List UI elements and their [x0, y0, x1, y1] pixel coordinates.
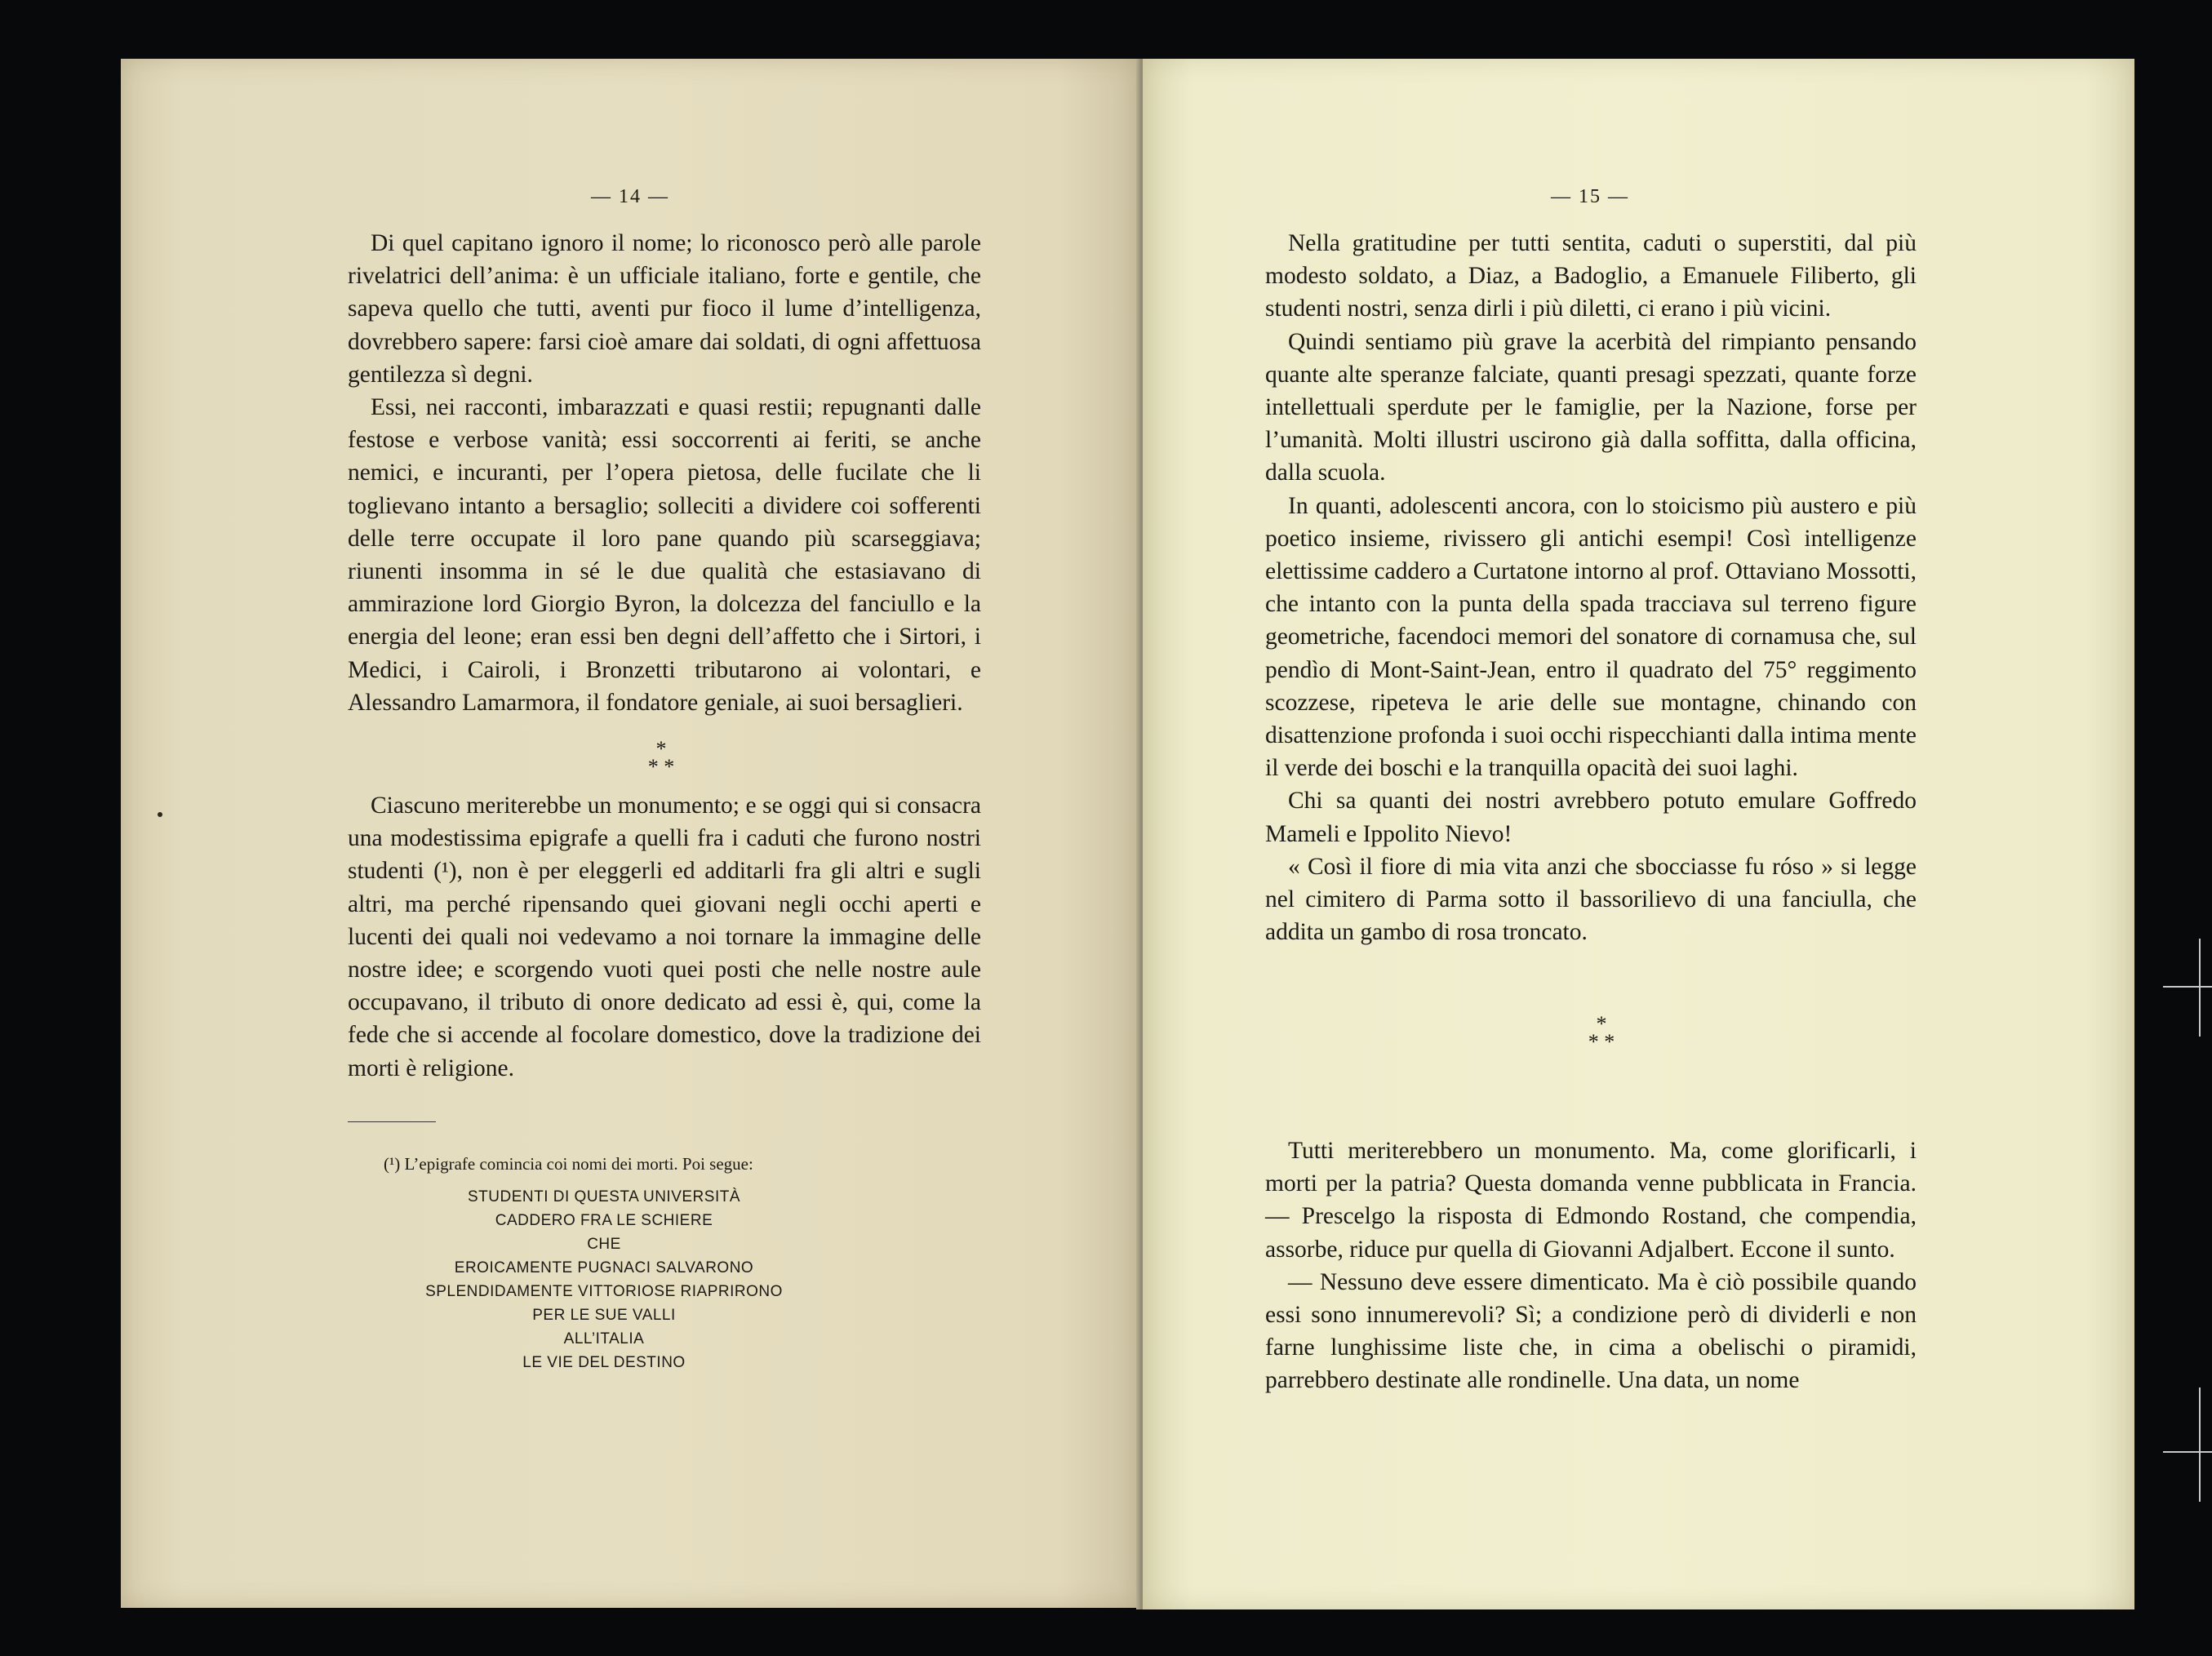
- section-separator: * * *: [1588, 1012, 1615, 1054]
- epigraph-line: SPLENDIDAMENTE VITTORIOSE RIAPRIRONO: [425, 1283, 783, 1300]
- page-number: — 15 —: [1551, 186, 1629, 207]
- paragraph: In quanti, adolescenti ancora, con lo stoicismo più austero e più poetico insieme, rivissero gli antichi esempi! Così intelligenze elettissime caddero a Curtatone intorno al prof. Ottaviano Mossotti, che intanto con la punta della spada tracciava sul terreno figure geometriche, facendoci memori del sonatore di cornamusa che, sul pendìo di Mont-Saint-Jean, entro il quadrato del 75° reggimento scozzese, ripeteva le arie delle sue montagne, chinando con disattenzione profonda i suoi occhi rispecchianti dalla intima mente il verde dei boschi e la tranquilla opacità dei suoi laghi.: [1265, 492, 1917, 782]
- epigraph: [392, 1185, 816, 1374]
- epigraph-line: EROICAMENTE PUGNACI SALVARONO: [454, 1259, 754, 1276]
- epigraph-line: CHE: [587, 1236, 621, 1253]
- paragraph: « Così il fiore di mia vita anzi che sbocciasse fu róso » si legge nel cimitero di Parma sotto il bassorilievo di una fanciulla, che addita un gambo di rosa troncato.: [1265, 853, 1917, 946]
- main-text-top: [348, 227, 981, 719]
- section-separator: * * *: [647, 737, 675, 779]
- paragraph: Nella gratitudine per tutti sentita, caduti o superstiti, dal più modesto soldato, a Diaz, a Badoglio, a Emanuele Filiberto, gli studenti nostri, senza dirli i più diletti, ci erano i più vicini.: [1265, 230, 1917, 322]
- epigraph-line: PER LE SUE VALLI: [532, 1307, 676, 1324]
- main-text-top: [1265, 227, 1917, 948]
- paragraph: Quindi sentiamo più grave la acerbità del rimpianto pensando quante alte speranze falciate, quanti presagi spezzati, quante forze intellettuali sperdute per le famiglie, per la Nazione, forse per l’umanità. Molti illustri uscirono già dalla soffitta, dalla officina, dalla scuola.: [1265, 328, 1917, 486]
- footnote-rule: [348, 1121, 436, 1122]
- paragraph: Ciascuno meriterebbe un monumento; e se oggi qui si consacra una modestissima epigrafe a quelli fra i caduti che furono nostri studenti (¹), non è per eleggerli ed additarli fra gli altri e sugli altri, ma perché ripensando quei giovani negli occhi aperti e lucenti dei quali noi vedevamo a noi tornare la immagine delle nostre idee; e scorgendo vuoti quei posti che nelle nostre aule occupavano, il tributo di onore dedicato ad essi è, qui, come la fede che si accende al focolare domestico, dove la tradizione dei morti è religione.: [348, 792, 981, 1081]
- main-text-bottom: [1265, 1134, 1917, 1397]
- paragraph: — Nessuno deve essere dimenticato. Ma è ciò possibile quando essi sono innumerevoli? Sì; a condizione però di dividerli e non farne lunghissime liste che, in cima a obelischi o piramidi, parrebbero destinate alle rondinelle. Una data, un nome: [1265, 1268, 1917, 1394]
- epigraph-line: LE VIE DEL DESTINO: [522, 1354, 686, 1371]
- page-number: — 14 —: [591, 186, 669, 207]
- paragraph: Tutti meriterebbero un monumento. Ma, come glorificarli, i morti per la patria? Questa domanda venne pubblicata in Francia. — Prescelgo la risposta di Edmondo Rostand, che compendia, assorbe, riduce pur quella di Giovanni Adjalbert. Eccone il sunto.: [1265, 1138, 1917, 1263]
- epigraph-line: CADDERO FRA LE SCHIERE: [495, 1212, 713, 1229]
- right-page: [1143, 59, 2134, 1609]
- main-text-bottom: [348, 789, 981, 1085]
- footnote: (¹) L’epigrafe comincia coi nomi dei morti. Poi segue:: [384, 1154, 753, 1174]
- left-page: [121, 59, 1139, 1608]
- registration-mark: [2199, 939, 2201, 1037]
- paragraph: Di quel capitano ignoro il nome; lo riconosco però alle parole rivelatrici dell’anima: è un ufficiale italiano, forte e gentile, che sapeva quello che tutti, aventi pur fioco il lume d’intelligenza, dovrebbero sapere: farsi cioè amare dai soldati, di ogni affettuosa gentilezza sì degni.: [348, 230, 981, 388]
- registration-mark: [2163, 986, 2212, 988]
- paragraph: Essi, nei racconti, imbarazzati e quasi restii; repugnanti dalle festose e verbose vanità; essi soccorrenti ai feriti, se anche nemici, e incuranti, per l’opera pietosa, delle fucilate che li toglievano intanto a bersaglio; solleciti a dividere coi sofferenti delle terre occupate il loro pane quando più scarseggiava; riunenti insomma in sé le due qualità che estasiavano di ammirazione lord Giorgio Byron, la dolcezza del fanciullo e la energia del leone; eran essi ben degni dell’affetto che i Sirtori, i Medici, i Cairoli, i Bronzetti tributarono ai volontari, e Alessandro Lamarmora, il fondatore geniale, ai suoi bersaglieri.: [348, 394, 981, 716]
- registration-mark: [2163, 1451, 2212, 1453]
- scan-speck: [158, 812, 162, 817]
- epigraph-line: STUDENTI DI QUESTA UNIVERSITÀ: [467, 1188, 741, 1205]
- paragraph: Chi sa quanti dei nostri avrebbero potuto emulare Goffredo Mameli e Ippolito Nievo!: [1265, 788, 1917, 847]
- epigraph-line: ALL’ITALIA: [563, 1330, 645, 1347]
- registration-mark: [2199, 1387, 2201, 1502]
